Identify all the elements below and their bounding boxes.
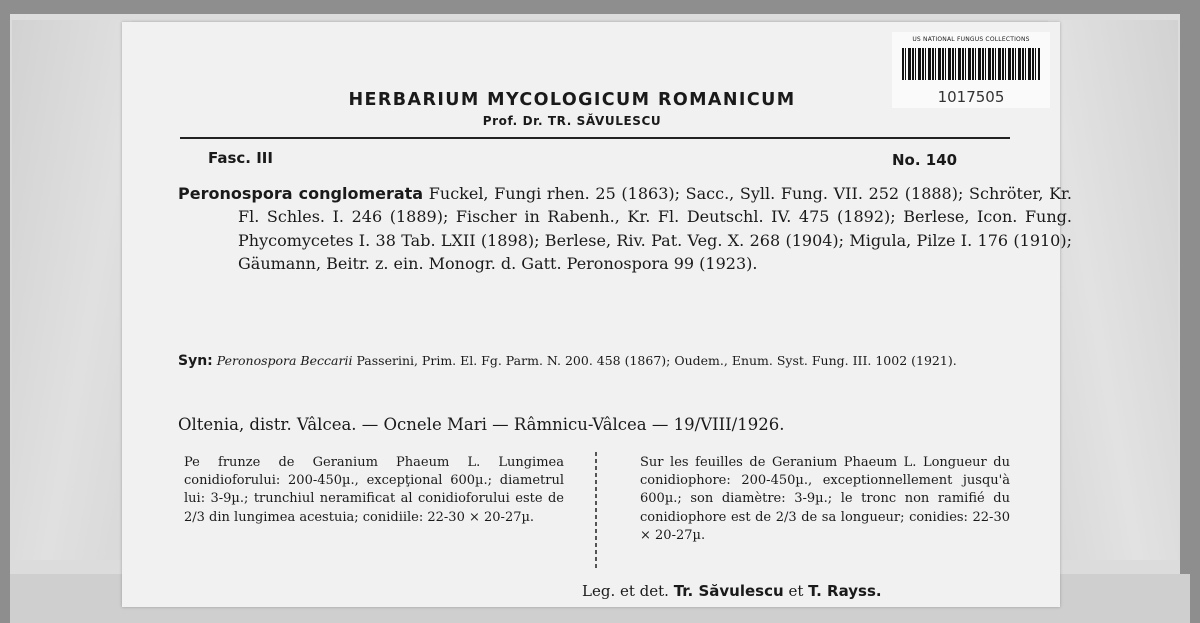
header-rule — [180, 137, 1010, 139]
herbarium-label — [122, 22, 1072, 607]
synonym-references: Passerini, Prim. El. Fg. Parm. N. 200. 458 (1867); Oudem., Enum. Syst. Fung. III. 1002 (1921). — [356, 353, 957, 368]
description-romanian: Pe frunze de Geranium Phaeum L. Lungimea conidioforului: 200-450µ., excepţional 600µ.; diametrul lui: 3-9µ.; trunchiul neramificat al conidioforului este de 2/3 din lungimea acestuia; conidiile: 22-30 × 20-27µ. — [184, 455, 564, 525]
barcode-number: 1017505 — [937, 88, 1005, 106]
synonym — [178, 352, 1070, 370]
herbarium-subtitle: Prof. Dr. TR. SĂVULESCU — [482, 114, 662, 128]
collector-name-2: T. Rayss. — [808, 582, 882, 600]
synonym-name: Peronospora Beccarii — [216, 353, 353, 368]
description-french: Sur les feuilles de Geranium Phaeum L. Longueur du conidiophore: 200-450µ., exceptionnellement jusqu'à 600µ.; son diamètre: 3-9µ.; le tronc non ramifié du conidiophore est de 2/3 de sa longueur; conidies: 22-30 × 20-27µ. — [640, 455, 1010, 543]
species-name: Peronospora conglomerata — [178, 184, 424, 203]
herbarium-title: HERBARIUM MYCOLOGICUM ROMANICUM — [348, 90, 796, 110]
species-references: Fuckel, Fungi rhen. 25 (1863); Sacc., Syll. Fung. VII. 252 (1888); Schröter, Kr. Fl. Schles. I. 246 (1889); Fischer in Rabenh., Kr. Fl. Deutschl. IV. 475 (1892); Berlese, Icon. Fung. Phycomycetes I. 38 Tab. LXII (1898); Berlese, Riv. Pat. Veg. X. 268 (1904); Migula, Pilze I. 176 (1910); Gäumann, Beitr. z. ein. Monogr. d. Gatt. Peronospora 99 (1923). — [238, 184, 1072, 274]
specimen-number: No. 140 — [892, 151, 958, 169]
collection-locality: Oltenia, distr. Vâlcea. — Ocnele Mari — Râmnicu-Vâlcea — 19/VIII/1926. — [178, 415, 785, 434]
synonym-label: Syn: — [178, 353, 213, 369]
species-citation — [178, 182, 1072, 276]
column-divider — [595, 452, 597, 570]
envelope-flap-right — [1048, 20, 1178, 560]
collector-name-1: Tr. Săvulescu — [673, 582, 784, 600]
envelope-flap-left — [12, 20, 132, 560]
collector-prefix: Leg. et det. — [582, 582, 669, 600]
barcode-icon — [902, 48, 1040, 80]
barcode-caption: US NATIONAL FUNGUS COLLECTIONS — [912, 36, 1030, 43]
fascicle-number: Fasc. III — [208, 149, 273, 167]
collector-line — [582, 582, 882, 600]
barcode-sticker — [892, 32, 1050, 108]
collector-joiner: et — [788, 582, 804, 600]
